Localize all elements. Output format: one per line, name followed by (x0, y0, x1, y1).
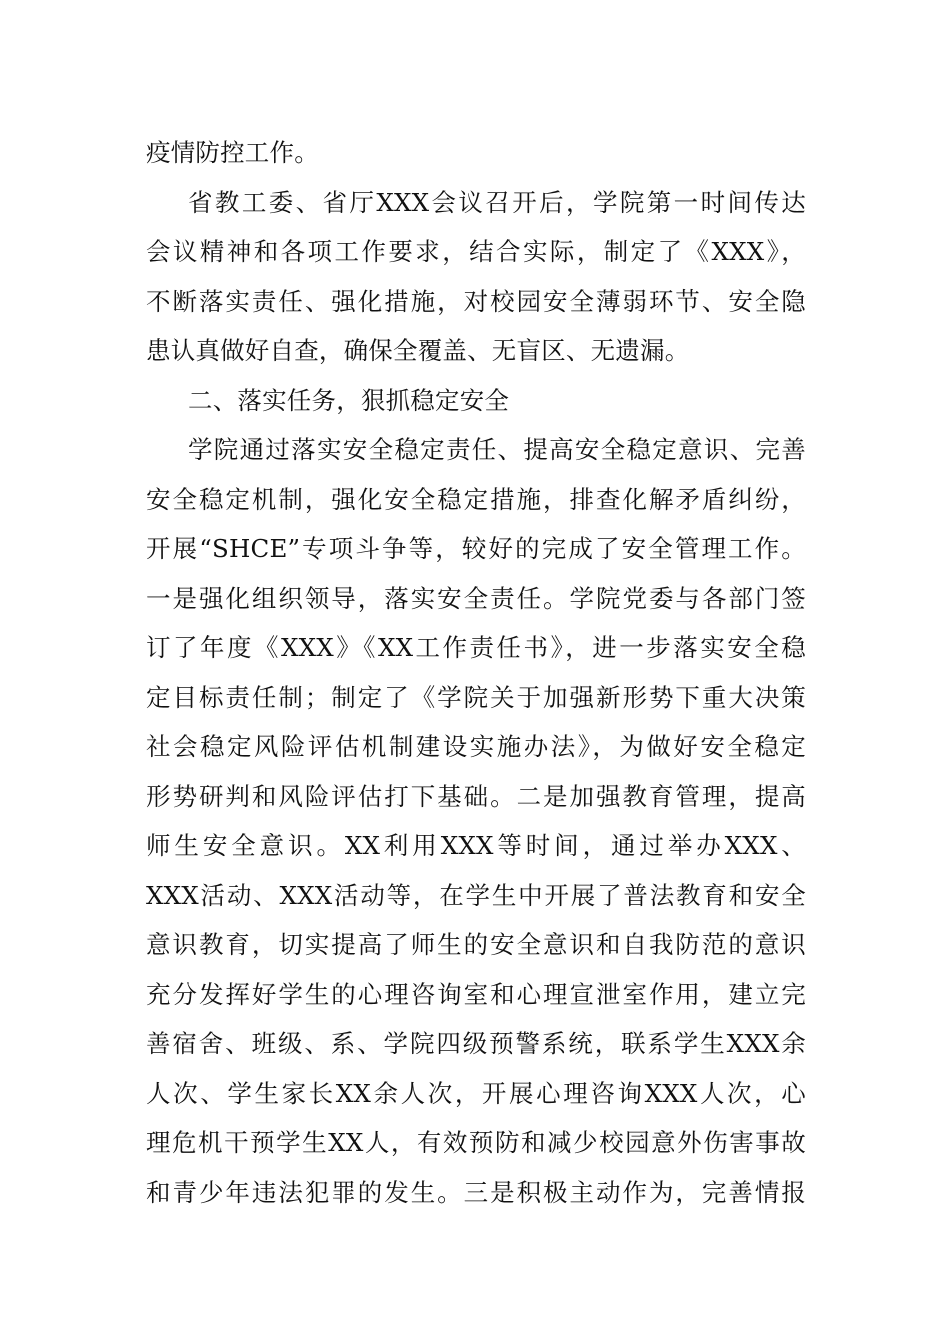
paragraph-line: 人次、学生家长XX余人次，开展心理咨询XXX人次，心 (146, 1078, 806, 1108)
paragraph-line: 师生安全意识。XX利用XXX等时间，通过举办XXX、 (146, 831, 806, 860)
paragraph-line: 意识教育，切实提高了师生的安全意识和自我防范的意识 (146, 930, 806, 959)
paragraph-line: 省教工委、省厅XXX会议召开后，学院第一时间传达 (188, 187, 806, 217)
paragraph-line: 定目标责任制；制定了《学院关于加强新形势下重大决策 (146, 682, 806, 712)
paragraph-line: 善宿舍、班级、系、学院四级预警系统，联系学生XXX余 (146, 1029, 806, 1058)
paragraph-line: XXX活动、XXX活动等，在学生中开展了普法教育和安全 (146, 880, 806, 910)
section-heading: 二、落实任务，狠抓稳定安全 (188, 385, 510, 415)
paragraph-line: 理危机干预学生XX人，有效预防和减少校园意外伤害事故 (146, 1128, 806, 1157)
body-text (146, 128, 806, 1217)
paragraph-line: 形势研判和风险评估打下基础。二是加强教育管理，提高 (146, 781, 806, 811)
paragraph-line: 和青少年违法犯罪的发生。三是积极主动作为，完善情报 (146, 1177, 806, 1207)
paragraph-line: 会议精神和各项工作要求，结合实际，制定了《XXX》， (146, 237, 806, 266)
paragraph-line: 订了年度《XXX》《XX工作责任书》，进一步落实安全稳 (146, 633, 806, 662)
paragraph-line: 一是强化组织领导，落实安全责任。学院党委与各部门签 (146, 583, 806, 613)
paragraph-line: 充分发挥好学生的心理咨询室和心理宣泄室作用，建立完 (146, 979, 806, 1009)
paragraph-line: 开展“SHCE”专项斗争等，较好的完成了安全管理工作。 (146, 534, 806, 563)
paragraph-line: 不断落实责任、强化措施，对校园安全薄弱环节、安全隐 (146, 286, 806, 316)
paragraph-line: 安全稳定机制，强化安全稳定措施，排查化解矛盾纠纷， (146, 484, 806, 514)
paragraph-line: 疫情防控工作。 (146, 138, 319, 167)
paragraph-line: 社会稳定风险评估机制建设实施办法》，为做好安全稳定 (146, 732, 806, 761)
paragraph-line: 患认真做好自查，确保全覆盖、无盲区、无遗漏。 (146, 336, 690, 365)
paragraph-line: 学院通过落实安全稳定责任、提高安全稳定意识、完善 (188, 435, 806, 464)
